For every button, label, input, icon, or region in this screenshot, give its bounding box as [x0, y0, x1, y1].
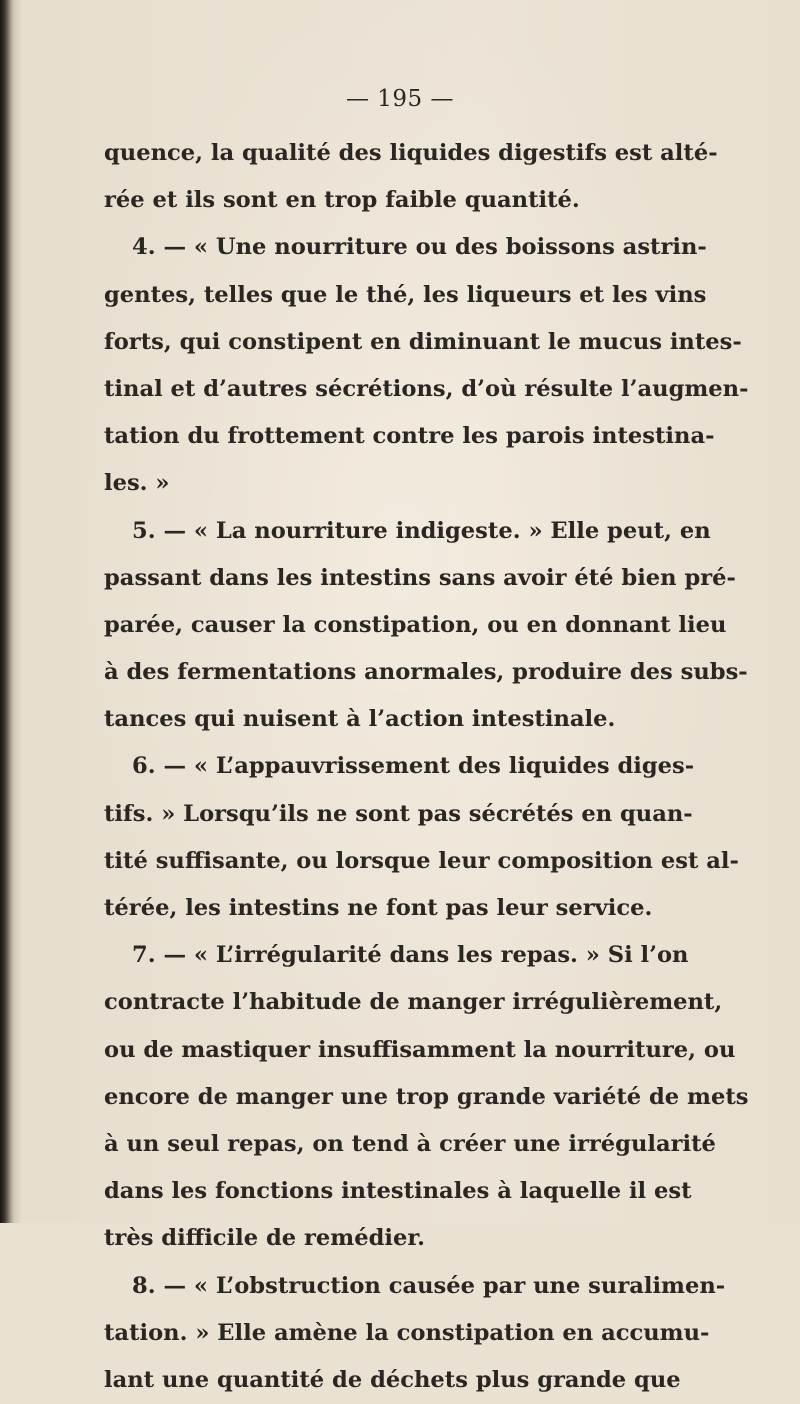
- text-line: 4. — « Une nourriture ou des boissons astrin-: [132, 234, 707, 261]
- text-line: forts, qui constipent en diminuant le mucus intes-: [104, 328, 742, 355]
- text-line: 5. — « La nourriture indigeste. » Elle peut, en: [132, 517, 711, 544]
- text-line: dans les fonctions intestinales à laquelle il est: [104, 1178, 692, 1205]
- text-line: 8. — « L’obstruction causée par une suralimen-: [132, 1272, 726, 1299]
- body-text: [104, 130, 749, 1404]
- text-line: ou de mastiquer insuffisamment la nourriture, ou: [104, 1036, 736, 1063]
- text-line: à un seul repas, on tend à créer une irrégularité: [104, 1130, 716, 1157]
- text-line: les. »: [104, 470, 170, 497]
- text-line: tinal et d’autres sécrétions, d’où résulte l’augmen-: [104, 375, 749, 402]
- text-line: gentes, telles que le thé, les liqueurs et les vins: [104, 281, 707, 308]
- text-line: 6. — « L’appauvrissement des liquides diges-: [132, 753, 695, 780]
- text-line: tation. » Elle amène la constipation en accumu-: [104, 1319, 710, 1346]
- text-line: tances qui nuisent à l’action intestinale.: [104, 706, 616, 733]
- text-line: tifs. » Lorsqu’ils ne sont pas sécrétés en quan-: [104, 800, 693, 827]
- text-line: à des fermentations anormales, produire des subs-: [104, 659, 748, 686]
- text-line: contracte l’habitude de manger irrégulièrement,: [104, 989, 723, 1016]
- text-line: rée et ils sont en trop faible quantité.: [104, 187, 580, 214]
- text-line: passant dans les intestins sans avoir été bien pré-: [104, 564, 736, 591]
- text-line: lant une quantité de déchets plus grande que: [104, 1366, 681, 1393]
- text-line: 7. — « L’irrégularité dans les repas. » Si l’on: [132, 942, 689, 969]
- text-line: très difficile de remédier.: [104, 1225, 426, 1252]
- text-line: quence, la qualité des liquides digestifs est alté-: [104, 140, 718, 166]
- text-line: tation du frottement contre les parois intestina-: [104, 423, 715, 450]
- text-line: parée, causer la constipation, ou en donnant lieu: [104, 611, 727, 638]
- text-line: encore de manger une trop grande variété de mets: [104, 1083, 749, 1110]
- page-number: — 195 —: [345, 86, 455, 112]
- binding-shadow: [0, 0, 14, 1223]
- text-line: térée, les intestins ne font pas leur service.: [104, 895, 653, 921]
- text-line: tité suffisante, ou lorsque leur composition est al-: [104, 847, 739, 874]
